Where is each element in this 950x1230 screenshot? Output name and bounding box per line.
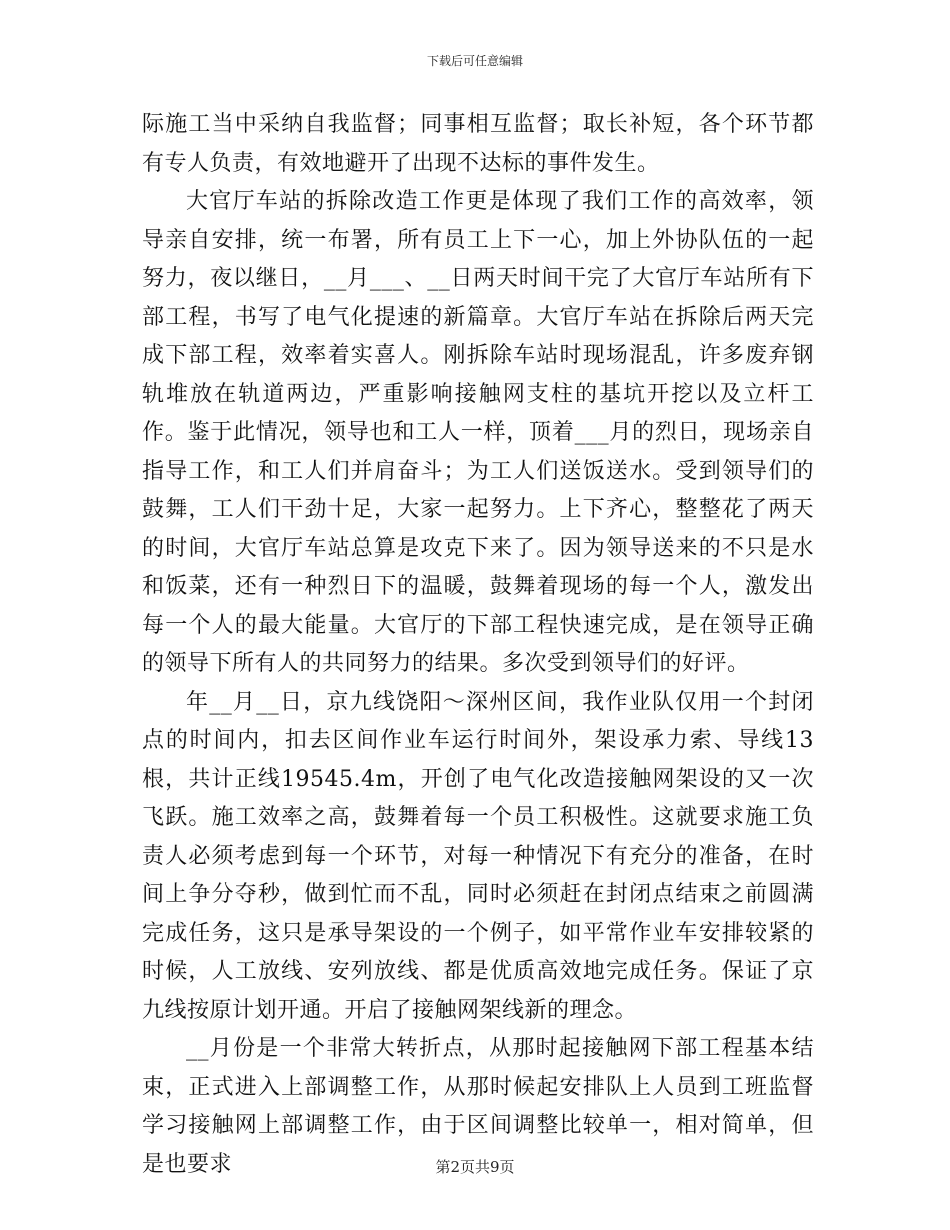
document-body — [142, 106, 814, 1184]
page-number: 第2页共9页 — [435, 1158, 515, 1176]
paragraph-jingjiu-line: 年__月__日，京九线饶阳～深州区间，我作业队仅用一个封闭点的时间内，扣去区间作业车运行时间外，架设承力索、导线13根，共计正线19545.4m，开创了电气化改造接触网架设的又一次飞跃。施工效率之高，鼓舞着每一个员工积极性。这就要求施工负责人必须考虑到每一个环节，对每一种情况下有充分的准备，在时间上争分夺秒，做到忙而不乱，同时必须赶在封闭点结束之前圆满完成任务，这只是承导架设的一个例子，如平常作业车安排较紧的时候，人工放线、安列放线、都是优质高效地完成任务。保证了京九线按原计划开通。开启了接触网架线新的理念。 — [142, 689, 814, 1023]
paragraph-continued: 际施工当中采纳自我监督；同事相互监督；取长补短，各个环节都有专人负责，有效地避开了出现不达标的事件发生。 — [142, 112, 814, 176]
page-header-note: 下载后可任意编辑 — [426, 54, 523, 68]
paragraph-turning-point: __月份是一个非常大转折点，从那时起接触网下部工程基本结束，正式进入上部调整工作，从那时候起安排队上人员到工班监督学习接触网上部调整工作，由于区间调整比较单一，相对简单，但是也要求 — [142, 1036, 814, 1177]
paragraph-daguanting-station: 大官厅车站的拆除改造工作更是体现了我们工作的高效率，领导亲自安排，统一布署，所有员工上下一心，加上外协队伍的一起努力，夜以继日，__月___、__日两天时间干完了大官厅车站所有下部工程，书写了电气化提速的新篇章。大官厅车站在拆除后两天完成下部工程，效率着实喜人。刚拆除车站时现场混乱，许多废弃钢轨堆放在轨道两边，严重影响接触网支柱的基坑开挖以及立杆工作。鉴于此情况，领导也和工人一样，顶着___月的烈日，现场亲自指导工作，和工人们并肩奋斗；为工人们送饭送水。受到领导们的鼓舞，工人们干劲十足，大家一起努力。上下齐心，整整花了两天的时间，大官厅车站总算是攻克下来了。因为领导送来的不只是水和饭菜，还有一种烈日下的温暖，鼓舞着现场的每一个人，激发出每一个人的最大能量。大官厅的下部工程快速完成，是在领导正确的领导下所有人的共同努力的结果。多次受到领导们的好评。 — [142, 189, 814, 676]
